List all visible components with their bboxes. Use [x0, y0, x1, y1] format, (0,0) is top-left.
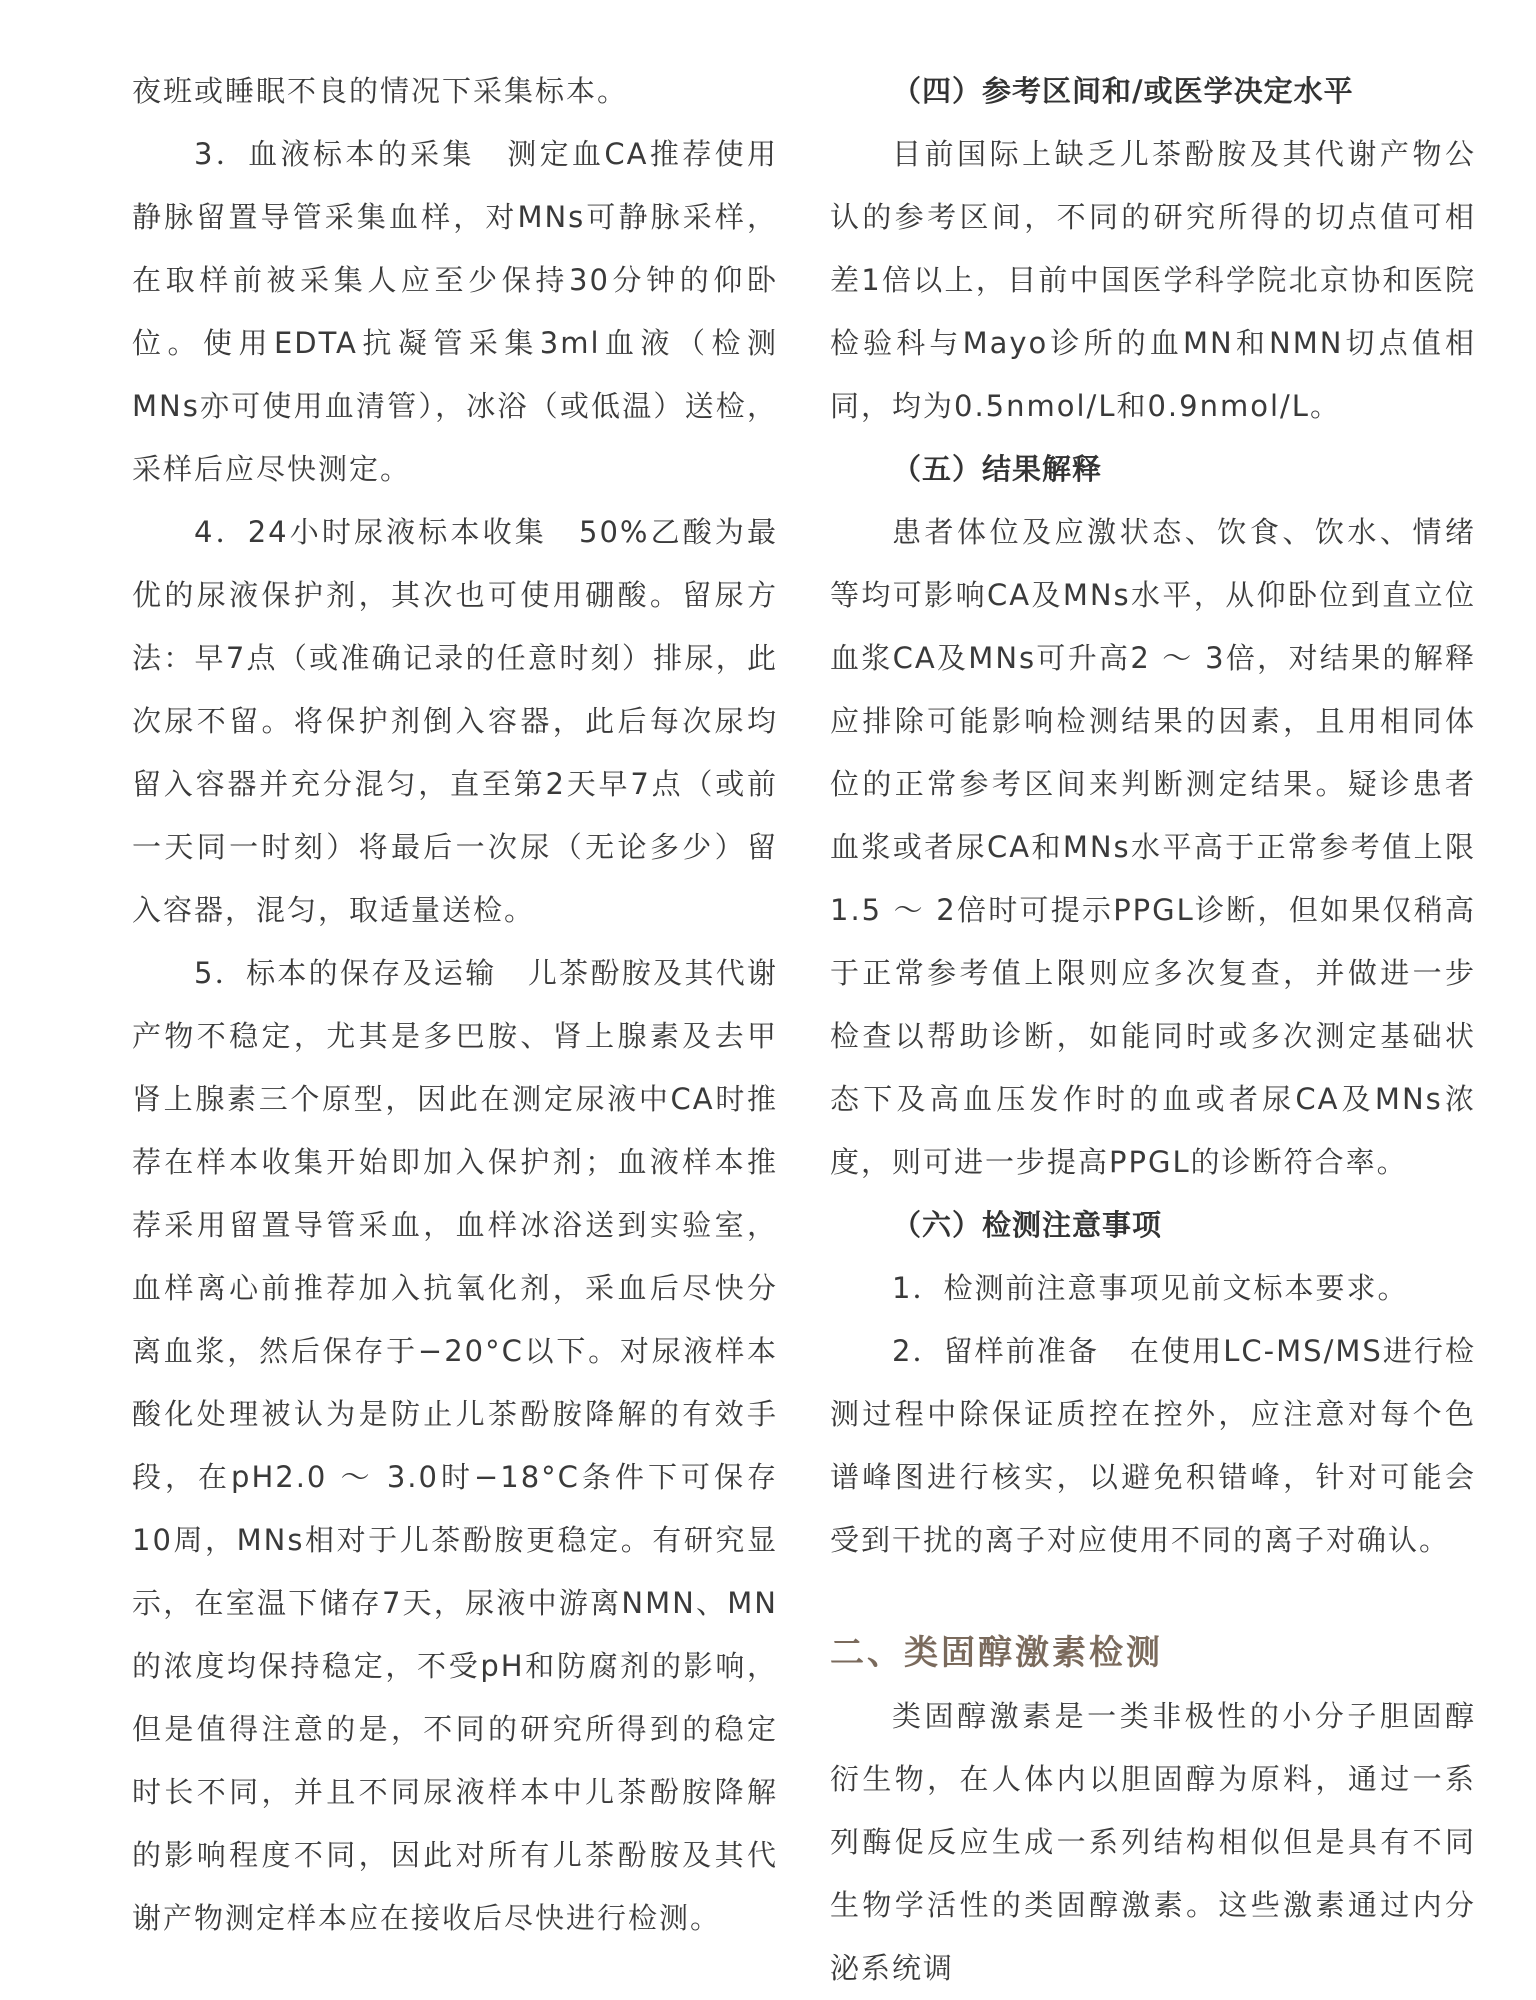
- paragraph-blood-sample-collection: 3．血液标本的采集 测定血CA推荐使用静脉留置导管采集血样，对MNs可静脉采样，在取样前被采集人应至少保持30分钟的仰卧位。使用EDTA抗凝管采集3ml血液（检测MNs亦可使用血清管），冰浴（或低温）送检，采样后应尽快测定。: [132, 137, 778, 486]
- paragraph-result-interpretation: 患者体位及应激状态、饮食、饮水、情绪等均可影响CA及MNs水平，从仰卧位到直立位血浆CA及MNs可升高2 ～ 3倍，对结果的解释应排除可能影响检测结果的因素，且用相同体位的正常参考区间来判断测定结果。疑诊患者血浆或者尿CA和MNs水平高于正常参考值上限1.5 ～ 2倍时可提示PPGL诊断，但如果仅稍高于正常参考值上限则应多次复查，并做进一步检查以帮助诊断，如能同时或多次测定基础状态下及高血压发作时的血或者尿CA及MNs浓度，则可进一步提高PPGL的诊断符合率。: [830, 515, 1476, 1179]
- heading-testing-notes: （六）检测注意事项: [892, 1208, 1163, 1242]
- heading-reference-intervals: （四）参考区间和/或医学决定水平: [892, 74, 1354, 108]
- paragraph-steroid-hormones: 类固醇激素是一类非极性的小分子胆固醇衍生物，在人体内以胆固醇为原料，通过一系列酶促反应生成一系列结构相似但是具有不同生物学活性的类固醇激素。这些激素通过内分泌系统调: [830, 1699, 1476, 1985]
- left-column: [132, 60, 778, 1950]
- paragraph-note-1: 1．检测前注意事项见前文标本要求。: [892, 1271, 1409, 1305]
- right-column: [830, 60, 1476, 2000]
- section-title-steroid-hormones: 二、类固醇激素检测: [830, 1633, 1163, 1673]
- paragraph-24h-urine-collection: 4．24小时尿液标本收集 50%乙酸为最优的尿液保护剂，其次也可使用硼酸。留尿方法：早7点（或准确记录的任意时刻）排尿，此次尿不留。将保护剂倒入容器，此后每次尿均留入容器并充分混匀，直至第2天早7点（或前一天同一时刻）将最后一次尿（无论多少）留入容器，混匀，取适量送检。: [132, 515, 778, 927]
- paragraph-reference-intervals: 目前国际上缺乏儿茶酚胺及其代谢产物公认的参考区间，不同的研究所得的切点值可相差1倍以上，目前中国医学科学院北京协和医院检验科与Mayo诊所的血MN和NMN切点值相同，均为0.5nmol/L和0.9nmol/L。: [830, 137, 1476, 423]
- paragraph-note-2: 2．留样前准备 在使用LC-MS/MS进行检测过程中除保证质控在控外，应注意对每个色谱峰图进行核实，以避免积错峰，针对可能会受到干扰的离子对应使用不同的离子对确认。: [830, 1334, 1476, 1557]
- paragraph-sample-storage-transport: 5．标本的保存及运输 儿茶酚胺及其代谢产物不稳定，尤其是多巴胺、肾上腺素及去甲肾上腺素三个原型，因此在测定尿液中CA时推荐在样本收集开始即加入保护剂；血液样本推荐采用留置导管采血，血样冰浴送到实验室，血样离心前推荐加入抗氧化剂，采血后尽快分离血浆，然后保存于−20°C以下。对尿液样本酸化处理被认为是防止儿茶酚胺降解的有效手段，在pH2.0 ～ 3.0时−18°C条件下可保存10周，MNs相对于儿茶酚胺更稳定。有研究显示，在室温下储存7天，尿液中游离NMN、MN的浓度均保持稳定，不受pH和防腐剂的影响，但是值得注意的是，不同的研究所得到的稳定时长不同，并且不同尿液样本中儿茶酚胺降解的影响程度不同，因此对所有儿茶酚胺及其代谢产物测定样本应在接收后尽快进行检测。: [132, 956, 778, 1935]
- heading-result-interpretation: （五）结果解释: [892, 452, 1103, 486]
- paragraph-continued: 夜班或睡眠不良的情况下采集标本。: [132, 74, 629, 108]
